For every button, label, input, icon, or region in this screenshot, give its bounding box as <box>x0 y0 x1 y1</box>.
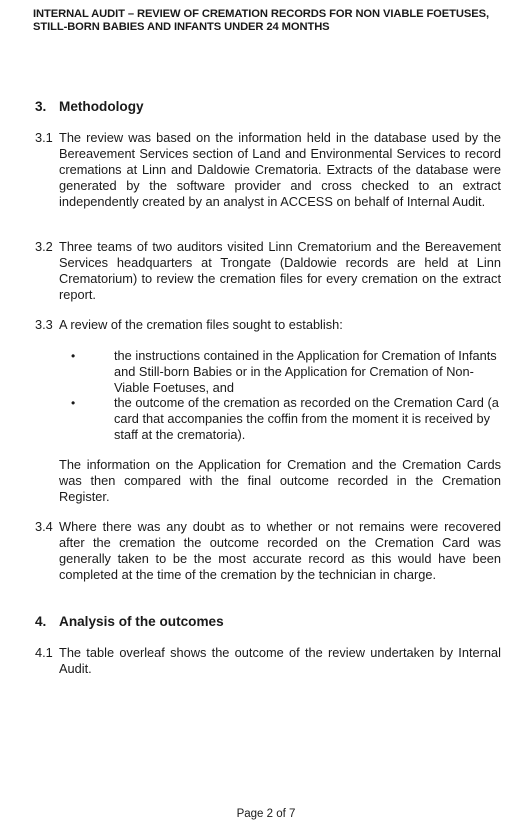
paragraph-number: 3.3 <box>35 317 53 332</box>
paragraph-number: 3.1 <box>35 130 53 145</box>
bullet-icon: • <box>71 349 76 363</box>
paragraph-3-4 <box>35 519 501 583</box>
paragraph-text: The table overleaf shows the outcome of the review undertaken by Internal Audit. <box>59 645 501 676</box>
paragraph-text: A review of the cremation files sought to establish: <box>59 317 343 332</box>
paragraph-text: The information on the Application for Cremation and the Cremation Cards was then compared with the final outcome recorded in the Cremation Register. <box>59 457 501 504</box>
list-item <box>35 395 501 443</box>
list-item-text: the outcome of the cremation as recorded on the Cremation Card (a card that accompanies the coffin from the moment it is received by staff at the crematoria). <box>114 395 499 442</box>
section-number: 4. <box>35 614 47 629</box>
paragraph-text: Three teams of two auditors visited Linn Crematorium and the Bereavement Services headquarters at Trongate (Daldowie records are held at Linn Crematorium) to review the cremation files for every cremation on the extract report. <box>59 239 501 302</box>
document-header <box>33 8 513 34</box>
section-3-heading <box>35 99 144 115</box>
section-number: 3. <box>35 99 47 114</box>
header-line-2: STILL-BORN BABIES AND INFANTS UNDER 24 MONTHS <box>33 21 330 33</box>
page-number: Page 2 of 7 <box>236 808 296 820</box>
paragraph-3-3-followup <box>35 457 501 505</box>
paragraph-number: 3.4 <box>35 519 53 534</box>
paragraph-text: The review was based on the information held in the database used by the Bereavement Services section of Land and Environmental Services to record cremations at Linn and Daldowie Crematoria. Extracts of the database were generated by the software provider and cross checked to an extract independently created by an analyst in ACCESS on behalf of Internal Audit. <box>59 130 501 209</box>
paragraph-3-3 <box>35 317 501 333</box>
paragraph-3-1 <box>35 130 501 210</box>
list-item <box>35 348 501 396</box>
paragraph-text: Where there was any doubt as to whether or not remains were recovered after the cremation the outcome recorded on the Cremation Card was generally taken to be the most accurate record as this would have been completed at the time of the cremation by the technician in charge. <box>59 519 501 582</box>
header-line-1: INTERNAL AUDIT – REVIEW OF CREMATION RECORDS FOR NON VIABLE FOETUSES, <box>33 8 489 20</box>
paragraph-4-1 <box>35 645 501 677</box>
section-title: Analysis of the outcomes <box>59 614 224 629</box>
section-title: Methodology <box>59 99 144 114</box>
paragraph-3-2 <box>35 239 501 303</box>
section-4-heading <box>35 614 224 630</box>
paragraph-number: 4.1 <box>35 645 53 660</box>
list-item-text: the instructions contained in the Application for Cremation of Infants and Still-born Babies or in the Application for Cremation of Non-Viable Foetuses, and <box>114 348 497 395</box>
paragraph-number: 3.2 <box>35 239 53 254</box>
bullet-icon: • <box>71 396 76 410</box>
